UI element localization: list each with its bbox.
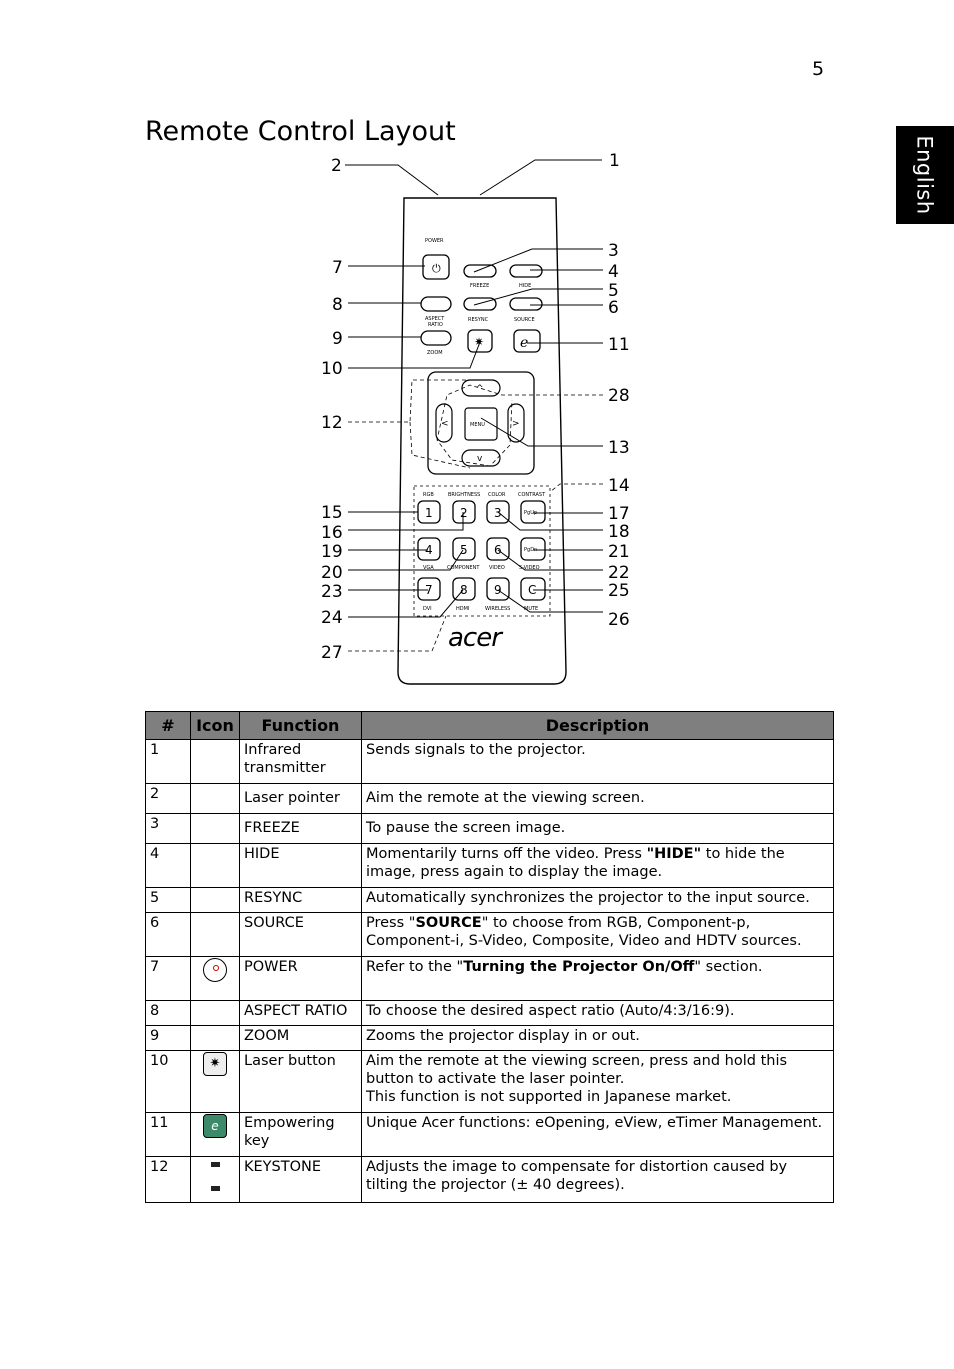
header-function: Function <box>240 712 362 740</box>
aspect-label: ASPECT <box>425 316 445 322</box>
callout-10: 10 <box>321 359 343 379</box>
callout-22: 22 <box>608 563 630 583</box>
callout-2: 2 <box>331 156 342 176</box>
row-description: To pause the screen image. <box>362 814 834 844</box>
source-label: SOURCE <box>514 317 535 323</box>
callout-27: 27 <box>321 643 343 663</box>
row-icon <box>191 1113 240 1157</box>
freeze-button-shape <box>464 265 496 277</box>
callout-16: 16 <box>321 523 343 543</box>
row-num: 12 <box>146 1157 191 1203</box>
table-row <box>146 888 834 913</box>
key-9: 9 <box>494 583 502 597</box>
row-num: 10 <box>146 1051 191 1113</box>
row-description: Aim the remote at the viewing screen. <box>362 784 834 814</box>
header-description: Description <box>362 712 834 740</box>
callout-1: 1 <box>609 151 620 171</box>
callout-7: 7 <box>332 258 343 278</box>
row-description: Sends signals to the projector. <box>362 740 834 784</box>
callout-28: 28 <box>608 386 630 406</box>
svg-text:>: > <box>512 419 520 429</box>
keystone-up-icon <box>211 1162 220 1167</box>
callout-14: 14 <box>608 476 630 496</box>
callout-8: 8 <box>332 295 343 315</box>
language-tab-label: English <box>913 135 938 215</box>
row-function: Laser pointer <box>240 784 362 814</box>
table-row <box>146 1001 834 1026</box>
row-function: ZOOM <box>240 1026 362 1051</box>
key-4: 4 <box>425 543 433 557</box>
brightness-label: BRIGHTNESS <box>448 492 481 498</box>
table-row <box>146 957 834 1001</box>
table-row <box>146 740 834 784</box>
callout-12: 12 <box>321 413 343 433</box>
row-icon <box>191 957 240 1001</box>
row-function: HIDE <box>240 844 362 888</box>
callout-6: 6 <box>608 298 619 318</box>
freeze-label: FREEZE <box>470 283 490 289</box>
row-num: 1 <box>146 740 191 784</box>
dvi-label: DVI <box>423 606 432 612</box>
table-row <box>146 784 834 814</box>
hdmi-label: HDMI <box>456 606 470 612</box>
row-icon <box>191 740 240 784</box>
acer-logo: acer <box>448 623 501 653</box>
row-icon <box>191 784 240 814</box>
callout-9: 9 <box>332 329 343 349</box>
keystone-down-icon <box>211 1186 220 1191</box>
row-num: 6 <box>146 913 191 957</box>
row-description: Automatically synchronizes the projector to the input source. <box>362 888 834 913</box>
key-3: 3 <box>494 506 502 520</box>
header-num: # <box>146 712 191 740</box>
header-icon: Icon <box>191 712 240 740</box>
row-icon <box>191 1026 240 1051</box>
row-icon <box>191 814 240 844</box>
row-description: Aim the remote at the viewing screen, press and hold this button to activate the laser pointer. This function is not supported in Japanese market. <box>362 1051 834 1113</box>
laser-icon: ✷ <box>203 1052 227 1076</box>
ratio-label: RATIO <box>428 322 443 328</box>
key-1: 1 <box>425 506 433 520</box>
row-num: 8 <box>146 1001 191 1026</box>
vga-label: VGA <box>423 565 434 571</box>
table-row <box>146 1051 834 1113</box>
row-num: 5 <box>146 888 191 913</box>
remote-control-figure <box>300 140 660 700</box>
table-row <box>146 1026 834 1051</box>
row-icon <box>191 888 240 913</box>
table-row <box>146 1157 834 1203</box>
page-title: Remote Control Layout <box>145 116 456 147</box>
svg-text:v: v <box>477 454 483 464</box>
row-icon <box>191 913 240 957</box>
remote-function-table <box>145 711 834 1203</box>
row-num: 11 <box>146 1113 191 1157</box>
row-icon <box>191 844 240 888</box>
empowering-key-icon: e <box>203 1114 227 1138</box>
key-6: 6 <box>494 543 502 557</box>
power-icon <box>203 958 227 982</box>
key-5: 5 <box>460 543 468 557</box>
callout-17: 17 <box>608 504 630 524</box>
row-function: Laser button <box>240 1051 362 1113</box>
callout-23: 23 <box>321 582 343 602</box>
aspect-ratio-button-shape <box>421 297 451 311</box>
table-row <box>146 844 834 888</box>
source-button-shape <box>510 298 542 310</box>
row-function: Infrared transmitter <box>240 740 362 784</box>
callout-20: 20 <box>321 563 343 583</box>
callout-13: 13 <box>608 438 630 458</box>
power-symbol: ⏻ <box>432 262 441 275</box>
key-2: 2 <box>460 506 468 520</box>
callout-11: 11 <box>608 335 630 355</box>
row-function: KEYSTONE <box>240 1157 362 1203</box>
row-function: Empowering key <box>240 1113 362 1157</box>
callout-19: 19 <box>321 542 343 562</box>
row-description: To choose the desired aspect ratio (Auto/4:3/16:9). <box>362 1001 834 1026</box>
svg-text:^: ^ <box>476 384 484 394</box>
rgb-label: RGB <box>423 492 434 498</box>
callout-18: 18 <box>608 522 630 542</box>
row-function: FREEZE <box>240 814 362 844</box>
row-function: SOURCE <box>240 913 362 957</box>
callout-26: 26 <box>608 610 630 630</box>
remote-diagram <box>300 140 660 700</box>
hide-label: HIDE <box>519 283 532 289</box>
key-c: C <box>528 583 537 597</box>
callout-21: 21 <box>608 542 630 562</box>
hide-button-shape <box>510 265 542 277</box>
callout-25: 25 <box>608 581 630 601</box>
power-label: POWER <box>425 238 444 244</box>
row-num: 4 <box>146 844 191 888</box>
row-icon <box>191 1051 240 1113</box>
row-function: POWER <box>240 957 362 1001</box>
row-num: 3 <box>146 814 191 844</box>
pgup-label: PgUp <box>524 510 538 516</box>
e-symbol: e <box>520 335 529 351</box>
callout-3: 3 <box>608 241 619 261</box>
language-tab <box>896 126 954 224</box>
row-description: Unique Acer functions: eOpening, eView, eTimer Management. <box>362 1113 834 1157</box>
svideo-label: S-VIDEO <box>519 565 540 571</box>
callout-5: 5 <box>608 281 619 301</box>
component-label: COMPONENT <box>447 565 480 571</box>
callout-24: 24 <box>321 608 343 628</box>
menu-label: MENU <box>470 422 485 428</box>
page-number: 5 <box>812 58 825 80</box>
wireless-label: WIRELESS <box>485 606 511 612</box>
row-function: RESYNC <box>240 888 362 913</box>
row-icon <box>191 1157 240 1203</box>
row-description: Press "SOURCE" to choose from RGB, Component-p, Component-i, S-Video, Composite, Video and HDTV sources. <box>362 913 834 957</box>
row-function: ASPECT RATIO <box>240 1001 362 1026</box>
pgdn-label: PgDn <box>524 547 538 553</box>
row-description: Zooms the projector display in or out. <box>362 1026 834 1051</box>
key-8: 8 <box>460 583 468 597</box>
row-icon <box>191 1001 240 1026</box>
color-label: COLOR <box>488 492 506 498</box>
callout-15: 15 <box>321 503 343 523</box>
zoom-label: ZOOM <box>427 350 443 356</box>
svg-text:<: < <box>441 419 449 429</box>
contrast-label: CONTRAST <box>518 492 546 498</box>
table-row <box>146 814 834 844</box>
row-num: 2 <box>146 784 191 814</box>
row-num: 9 <box>146 1026 191 1051</box>
row-description: Momentarily turns off the video. Press "HIDE" to hide the image, press again to display the image. <box>362 844 834 888</box>
table-header-row <box>146 712 834 740</box>
table-row <box>146 913 834 957</box>
callout-4: 4 <box>608 262 619 282</box>
row-description: Refer to the "Turning the Projector On/Off" section. <box>362 957 834 1001</box>
laser-symbol: ✷ <box>474 335 485 349</box>
mute-label: MUTE <box>524 606 539 612</box>
zoom-button-shape <box>421 331 451 345</box>
table-row <box>146 1113 834 1157</box>
resync-label: RESYNC <box>468 317 489 323</box>
row-description: Adjusts the image to compensate for distortion caused by tilting the projector (± 40 degrees). <box>362 1157 834 1203</box>
video-label: VIDEO <box>489 565 505 571</box>
key-7: 7 <box>425 583 433 597</box>
row-num: 7 <box>146 957 191 1001</box>
